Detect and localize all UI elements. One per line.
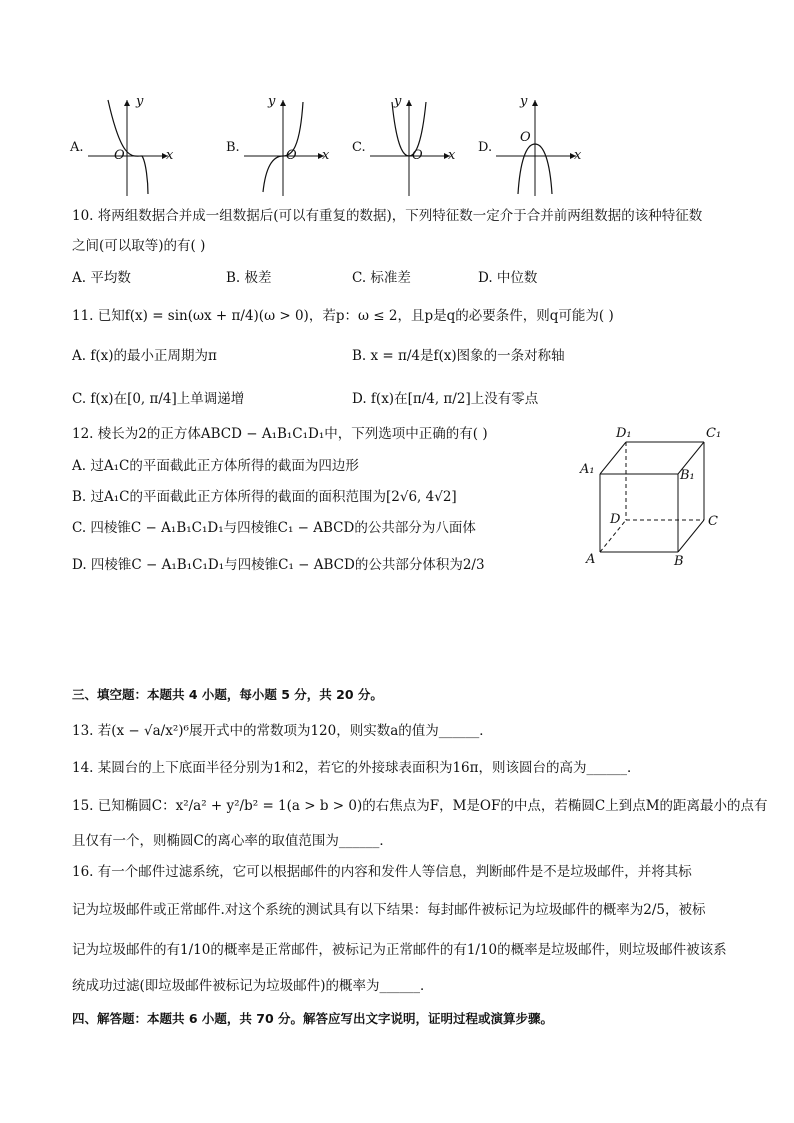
axis-x-label: x — [166, 148, 174, 163]
axis-y-label: y — [268, 94, 276, 109]
origin-label: O — [286, 148, 297, 163]
origin-label: O — [114, 148, 125, 163]
graph-label: D. — [478, 140, 493, 155]
q11-option-d: D. f(x)在[π/4, π/2]上没有零点 — [352, 391, 539, 407]
axis-y-label: y — [520, 94, 528, 109]
graph-label: A. — [70, 140, 84, 155]
graph-plot — [352, 92, 472, 202]
vertex-c1-label: C₁ — [706, 426, 722, 441]
vertex-b-label: B — [674, 554, 684, 569]
section-3-heading: 三、填空题：本题共 4 小题，每小题 5 分，共 20 分。 — [72, 687, 383, 702]
section-4-heading: 四、解答题：本题共 6 小题，共 70 分。解答应写出文字说明，证明过程或演算步骤。 — [72, 1011, 554, 1026]
graph-option-d — [478, 92, 598, 202]
cube-figure — [578, 424, 728, 574]
vertex-d-label: D — [610, 512, 621, 527]
q11-option-b: B. x = π/4是f(x)图象的一条对称轴 — [352, 348, 565, 364]
graph-option-c — [352, 92, 472, 202]
vertex-a-label: A — [586, 552, 596, 567]
q12-stem: 12. 棱长为2的正方体ABCD − A₁B₁C₁D₁中，下列选项中正确的有( ) — [72, 426, 488, 442]
origin-label: O — [520, 130, 531, 145]
graph-option-a — [70, 92, 190, 202]
q15-line1: 15. 已知椭圆C：x²/a² + y²/b² = 1(a > b > 0)的右焦点为F，M是OF的中点，若椭圆C上到点M的距离最小的点有 — [72, 798, 768, 814]
q11-stem: 11. 已知f(x) = sin(ωx + π/4)(ω > 0)，若p：ω ≤ 2，且p是q的必要条件，则q可能为( ) — [72, 308, 614, 324]
q13-text: 13. 若(x − √a/x²)⁶展开式中的常数项为120，则实数a的值为______． — [72, 723, 493, 739]
q16-line1: 16. 有一个邮件过滤系统，它可以根据邮件的内容和发件人等信息，判断邮件是不是垃圾邮件，并将其标 — [72, 864, 692, 880]
graph-plot — [226, 92, 346, 202]
q12-option-a: A. 过A₁C的平面截此正方体所得的截面为四边形 — [72, 458, 359, 474]
q14-text: 14. 某圆台的上下底面半径分别为1和2，若它的外接球表面积为16π，则该圆台的高为______． — [72, 760, 641, 776]
vertex-b1-label: B₁ — [680, 468, 695, 483]
graph-label: B. — [226, 140, 240, 155]
q10-option-a: A. 平均数 — [72, 270, 131, 286]
vertex-c-label: C — [708, 514, 718, 529]
q10-option-c: C. 标准差 — [352, 270, 411, 286]
q10-line2: 之间(可以取等)的有( ) — [72, 238, 206, 254]
q16-line2: 记为垃圾邮件或正常邮件.对这个系统的测试具有以下结果：每封邮件被标记为垃圾邮件的概率为2/5，被标 — [72, 902, 706, 918]
q12-option-d: D. 四棱锥C − A₁B₁C₁D₁与四棱锥C₁ − ABCD的公共部分体积为2/3 — [72, 557, 485, 573]
axis-x-label: x — [448, 148, 456, 163]
q12-option-c: C. 四棱锥C − A₁B₁C₁D₁与四棱锥C₁ − ABCD的公共部分为八面体 — [72, 520, 476, 536]
q15-line2: 且仅有一个，则椭圆C的离心率的取值范围为______． — [72, 833, 393, 849]
q11-option-a: A. f(x)的最小正周期为π — [72, 348, 217, 364]
cube-drawing — [578, 424, 728, 574]
q16-line3: 记为垃圾邮件的有1/10的概率是正常邮件，被标记为正常邮件的有1/10的概率是垃圾邮件，则垃圾邮件被该系 — [72, 942, 727, 958]
graph-plot — [70, 92, 190, 202]
q10-line1: 10. 将两组数据合并成一组数据后(可以有重复的数据)，下列特征数一定介于合并前两组数据的该种特征数 — [72, 208, 703, 224]
vertex-d1-label: D₁ — [616, 426, 632, 441]
axis-y-label: y — [136, 94, 144, 109]
q12-option-b: B. 过A₁C的平面截此正方体所得的截面的面积范围为[2√6, 4√2] — [72, 489, 457, 505]
origin-label: O — [412, 148, 423, 163]
graph-plot — [478, 92, 598, 202]
q10-option-b: B. 极差 — [226, 270, 272, 286]
axis-x-label: x — [322, 148, 330, 163]
axis-y-label: y — [394, 94, 402, 109]
vertex-a1-label: A₁ — [580, 462, 595, 477]
q16-line4: 统成功过滤(即垃圾邮件被标记为垃圾邮件)的概率为______． — [72, 978, 434, 994]
q11-option-c: C. f(x)在[0, π/4]上单调递增 — [72, 391, 245, 407]
q10-option-d: D. 中位数 — [478, 270, 538, 286]
graph-option-b — [226, 92, 346, 202]
axis-x-label: x — [574, 148, 582, 163]
graph-label: C. — [352, 140, 366, 155]
